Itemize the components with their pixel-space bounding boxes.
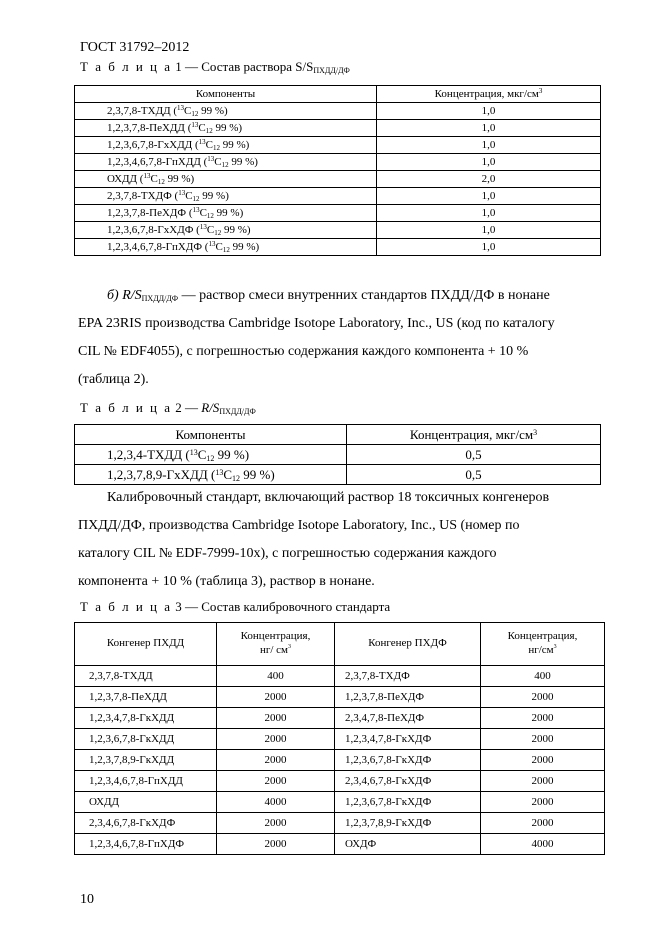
table3-row	[75, 750, 605, 771]
table2-header-concentration: Концентрация, мкг/$см^3$	[347, 425, 601, 445]
table2-caption: Т а б л и ц а 2 — $R/S_{ПХДД/ДФ}$	[80, 400, 256, 416]
table3-pcdd-conc-cell: 2000	[217, 750, 335, 771]
table2-header-row	[75, 425, 601, 445]
table2-component-cell: 1,2,3,4-ТХДД ($^{13}С_{12}$ 99 %)	[75, 445, 347, 465]
table3-pcdf-conc-cell: 400	[481, 666, 605, 687]
table2-header-components: Компоненты	[75, 425, 347, 445]
table1-concentration-cell: 1,0	[377, 103, 601, 120]
table1-concentration-cell: 1,0	[377, 154, 601, 171]
paragraph1-line4: (таблица 2).	[78, 372, 149, 387]
table3-pcdf-cell: ОХДФ	[335, 834, 481, 855]
table3-row	[75, 687, 605, 708]
table3-pcdd-cell: ОХДД	[75, 792, 217, 813]
table3-row	[75, 708, 605, 729]
table3-pcdd-cell: 1,2,3,7,8,9-ГкХДД	[75, 750, 217, 771]
table1-row	[75, 205, 601, 222]
table3-pcdd-cell: 1,2,3,4,6,7,8-ГпХДД	[75, 771, 217, 792]
paragraph-internal-standards	[78, 282, 600, 394]
table1-header-row	[75, 86, 601, 103]
table1-row	[75, 171, 601, 188]
table3-pcdf-conc-cell: 2000	[481, 750, 605, 771]
table2-caption-rs: R/S	[201, 400, 220, 415]
paragraph2-line1: Калибровочный стандарт, включающий раствор 18 токсичных конгенеров	[107, 490, 550, 505]
table3-pcdd-cell: 2,3,4,6,7,8-ГкХДФ	[75, 813, 217, 834]
table1-concentration-cell: 2,0	[377, 171, 601, 188]
table3-pcdf-cell: 2,3,4,7,8-ПеХДФ	[335, 708, 481, 729]
table1-row	[75, 154, 601, 171]
table3-pcdd-conc-cell: 2000	[217, 813, 335, 834]
table3-pcdd-cell: 1,2,3,6,7,8-ГкХДД	[75, 729, 217, 750]
table1-concentration-cell: 1,0	[377, 188, 601, 205]
table2-component-cell: 1,2,3,7,8,9-ГхХДД ($^{13}С_{12}$ 99 %)	[75, 465, 347, 485]
table3-caption: Т а б л и ц а 3 — Состав калибровочного стандарта	[80, 599, 391, 614]
table1-component-cell: 2,3,7,8-ТХДФ ($^{13}С_{12}$ 99 %)	[75, 188, 377, 205]
table2-concentration-cell: 0,5	[347, 465, 601, 485]
table2-concentration-cell: 0,5	[347, 445, 601, 465]
paragraph2-line3: каталогу CIL № EDF-7999-10x), с погрешностью содержания каждого	[78, 546, 497, 561]
table3-pcdf-conc-cell: 2000	[481, 687, 605, 708]
table3-pcdf-conc-cell: 2000	[481, 792, 605, 813]
table1-component-cell: 1,2,3,6,7,8-ГхХДД ($^{13}С_{12}$ 99 %)	[75, 137, 377, 154]
table2	[74, 424, 601, 485]
paragraph1-line3: CIL № EDF4055), с погрешностью содержания каждого компонента + 10 %	[78, 344, 529, 359]
table1-component-cell: 1,2,3,6,7,8-ГхХДФ ($^{13}С_{12}$ 99 %)	[75, 222, 377, 239]
table3-pcdf-cell: 1,2,3,4,7,8-ГкХДФ	[335, 729, 481, 750]
table3-header-pcdd: Конгенер ПХДД	[75, 623, 217, 666]
table3-pcdd-conc-cell: 400	[217, 666, 335, 687]
table3-pcdf-cell: 1,2,3,7,8,9-ГкХДФ	[335, 813, 481, 834]
table3-header-pcdd-conc: Концентрация, нг/ $см^3$	[217, 623, 335, 666]
table3-row	[75, 792, 605, 813]
table3-pcdd-conc-cell: 2000	[217, 687, 335, 708]
table1-header-components: Компоненты	[75, 86, 377, 103]
paragraph2-line2: ПХДД/ДФ, производства Cambridge Isotope Laboratory, Inc., US (номер по	[78, 518, 520, 533]
table3-pcdf-cell: 1,2,3,6,7,8-ГкХДФ	[335, 750, 481, 771]
table3-pcdd-conc-cell: 2000	[217, 771, 335, 792]
table2-caption-subscript: ПХДД/ДФ	[219, 407, 256, 416]
table1-component-cell: 2,3,7,8-ТХДД ($^{13}С_{12}$ 99 %)	[75, 103, 377, 120]
table1-header-concentration: Концентрация, мкг/$см^3$	[377, 86, 601, 103]
table1-concentration-cell: 1,0	[377, 239, 601, 256]
table2-row	[75, 465, 601, 485]
paragraph-calibration-standard	[78, 484, 600, 596]
table1-row	[75, 188, 601, 205]
table3-pcdd-cell: 1,2,3,4,6,7,8-ГпХДФ	[75, 834, 217, 855]
table1-caption	[80, 59, 350, 75]
table1-caption-label: Т а б л и ц а	[80, 59, 172, 74]
table3-pcdf-cell: 2,3,4,6,7,8-ГкХДФ	[335, 771, 481, 792]
table3-header-row	[75, 623, 605, 666]
table1-row	[75, 222, 601, 239]
table3-pcdd-conc-cell: 2000	[217, 834, 335, 855]
table3-row	[75, 834, 605, 855]
table1-component-cell: 1,2,3,4,6,7,8-ГпХДФ ($^{13}С_{12}$ 99 %)	[75, 239, 377, 256]
table1-caption-text: 1 — Состав раствора S/S	[172, 59, 314, 74]
table1-row	[75, 120, 601, 137]
table1-component-cell: 1,2,3,7,8-ПеХДФ ($^{13}С_{12}$ 99 %)	[75, 205, 377, 222]
table3-pcdf-conc-cell: 2000	[481, 729, 605, 750]
table3-pcdf-cell: 2,3,7,8-ТХДФ	[335, 666, 481, 687]
table3-pcdf-conc-cell: 2000	[481, 813, 605, 834]
table1-row	[75, 239, 601, 256]
paragraph1-line2: EPA 23RIS производства Cambridge Isotope Laboratory, Inc., US (код по каталогу	[78, 316, 555, 331]
paragraph1-line1: б) $R/S_{ПХДД/ДФ}$ — раствор смеси внутренних стандартов ПХДД/ДФ в нонане	[107, 288, 550, 303]
table3-header-pcdf-conc: Концентрация, $нг/см^3$	[481, 623, 605, 666]
table3-pcdf-conc-cell: 2000	[481, 771, 605, 792]
table2-caption-label: Т а б л и ц а	[80, 400, 172, 415]
table1-row	[75, 103, 601, 120]
table3	[74, 622, 605, 855]
table1-concentration-cell: 1,0	[377, 120, 601, 137]
table3-pcdd-cell: 2,3,7,8-ТХДД	[75, 666, 217, 687]
table3-row	[75, 666, 605, 687]
table1-component-cell: 1,2,3,4,6,7,8-ГпХДД ($^{13}С_{12}$ 99 %)	[75, 154, 377, 171]
table3-row	[75, 729, 605, 750]
table3-row	[75, 813, 605, 834]
paragraph2-line4: компонента + 10 % (таблица 3), раствор в нонане.	[78, 574, 375, 589]
table3-pcdd-conc-cell: 4000	[217, 792, 335, 813]
table3-header-pcdf: Конгенер ПХДФ	[335, 623, 481, 666]
table1	[74, 85, 601, 256]
table1-concentration-cell: 1,0	[377, 222, 601, 239]
table1-concentration-cell: 1,0	[377, 137, 601, 154]
table3-pcdf-conc-cell: 4000	[481, 834, 605, 855]
page-number: 10	[80, 892, 94, 907]
table3-pcdd-cell: 1,2,3,4,7,8-ГкХДД	[75, 708, 217, 729]
table2-row	[75, 445, 601, 465]
table3-row	[75, 771, 605, 792]
table3-pcdd-conc-cell: 2000	[217, 708, 335, 729]
table3-pcdf-cell: 1,2,3,7,8-ПеХДФ	[335, 687, 481, 708]
table3-pcdd-conc-cell: 2000	[217, 729, 335, 750]
table1-row	[75, 137, 601, 154]
table1-component-cell: 1,2,3,7,8-ПеХДД ($^{13}С_{12}$ 99 %)	[75, 120, 377, 137]
table3-pcdd-cell: 1,2,3,7,8-ПеХДД	[75, 687, 217, 708]
table3-pcdf-conc-cell: 2000	[481, 708, 605, 729]
table1-concentration-cell: 1,0	[377, 205, 601, 222]
document-code: ГОСТ 31792–2012	[80, 40, 190, 55]
table3-caption-label: Т а б л и ц а	[80, 599, 172, 614]
table1-caption-subscript: ПХДД/ДФ	[313, 66, 350, 75]
table3-pcdf-cell: 1,2,3,6,7,8-ГкХДФ	[335, 792, 481, 813]
table1-component-cell: ОХДД ($^{13}С_{12}$ 99 %)	[75, 171, 377, 188]
